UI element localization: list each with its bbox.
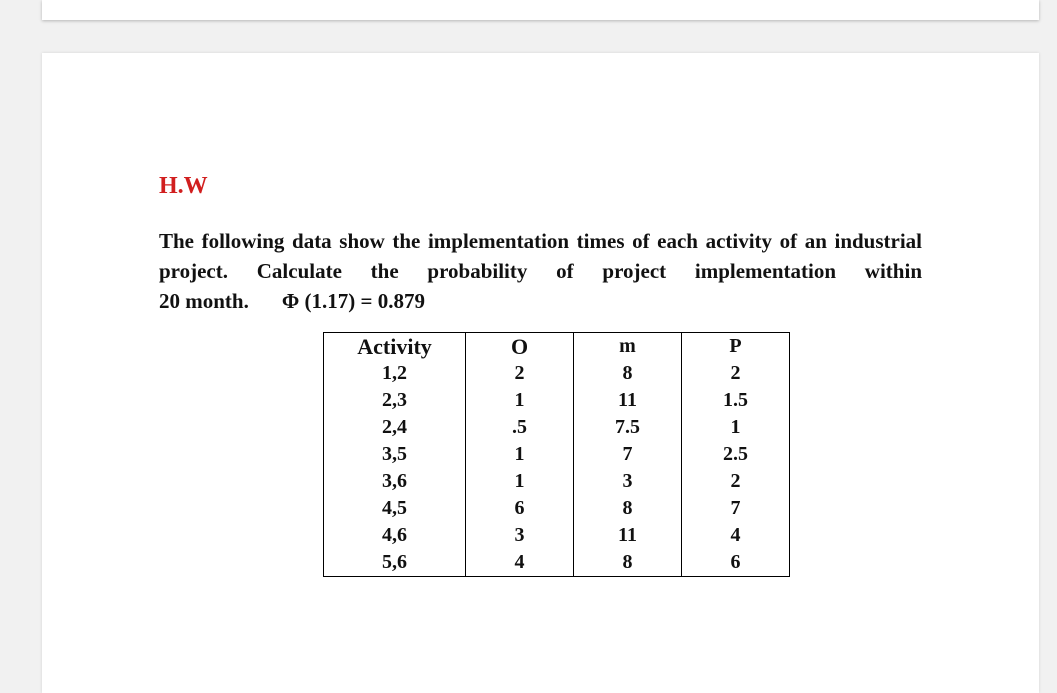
cell-o: 1 bbox=[466, 468, 574, 495]
cell-p: 6 bbox=[682, 549, 790, 577]
table-row bbox=[324, 441, 790, 468]
problem-line-1: The following data show the implementation times of each activity of an bbox=[159, 229, 827, 253]
cell-m: 8 bbox=[574, 495, 682, 522]
header-optimistic: O bbox=[466, 333, 574, 361]
cell-p: 4 bbox=[682, 522, 790, 549]
cell-activity: 1,2 bbox=[324, 360, 466, 387]
cell-o: 6 bbox=[466, 495, 574, 522]
table-row bbox=[324, 549, 790, 577]
problem-line-3: 20 month. bbox=[159, 289, 249, 313]
cell-m: 8 bbox=[574, 360, 682, 387]
cell-p: 2.5 bbox=[682, 441, 790, 468]
table-row bbox=[324, 360, 790, 387]
cell-p: 1 bbox=[682, 414, 790, 441]
problem-statement bbox=[159, 226, 922, 286]
cell-activity: 2,3 bbox=[324, 387, 466, 414]
previous-page-edge bbox=[42, 0, 1039, 20]
table-row bbox=[324, 468, 790, 495]
cell-o: 2 bbox=[466, 360, 574, 387]
document-page bbox=[42, 53, 1039, 693]
problem-line-3-container bbox=[159, 286, 425, 316]
cell-activity: 4,6 bbox=[324, 522, 466, 549]
activity-times-table bbox=[323, 332, 790, 577]
cell-activity: 3,5 bbox=[324, 441, 466, 468]
problem-line-2: industrial project. Calculate the probability of project implementation within bbox=[159, 229, 923, 283]
table-header-row bbox=[324, 333, 790, 361]
cell-activity: 4,5 bbox=[324, 495, 466, 522]
cell-m: 11 bbox=[574, 522, 682, 549]
header-most-likely: m bbox=[574, 333, 682, 361]
table-row bbox=[324, 495, 790, 522]
cell-o: 4 bbox=[466, 549, 574, 577]
cell-p: 7 bbox=[682, 495, 790, 522]
cell-o: 1 bbox=[466, 387, 574, 414]
cell-m: 7.5 bbox=[574, 414, 682, 441]
cell-m: 7 bbox=[574, 441, 682, 468]
cell-m: 3 bbox=[574, 468, 682, 495]
table-row bbox=[324, 414, 790, 441]
cell-activity: 3,6 bbox=[324, 468, 466, 495]
cell-activity: 5,6 bbox=[324, 549, 466, 577]
header-activity: Activity bbox=[324, 333, 466, 361]
cell-p: 2 bbox=[682, 360, 790, 387]
header-pessimistic: P bbox=[682, 333, 790, 361]
phi-formula: Φ (1.17) = 0.879 bbox=[281, 289, 425, 313]
cell-p: 1.5 bbox=[682, 387, 790, 414]
cell-o: 3 bbox=[466, 522, 574, 549]
homework-heading: H.W bbox=[159, 173, 208, 199]
cell-o: 1 bbox=[466, 441, 574, 468]
cell-o: .5 bbox=[466, 414, 574, 441]
table-row bbox=[324, 522, 790, 549]
cell-p: 2 bbox=[682, 468, 790, 495]
cell-activity: 2,4 bbox=[324, 414, 466, 441]
table-row bbox=[324, 387, 790, 414]
cell-m: 11 bbox=[574, 387, 682, 414]
cell-m: 8 bbox=[574, 549, 682, 577]
